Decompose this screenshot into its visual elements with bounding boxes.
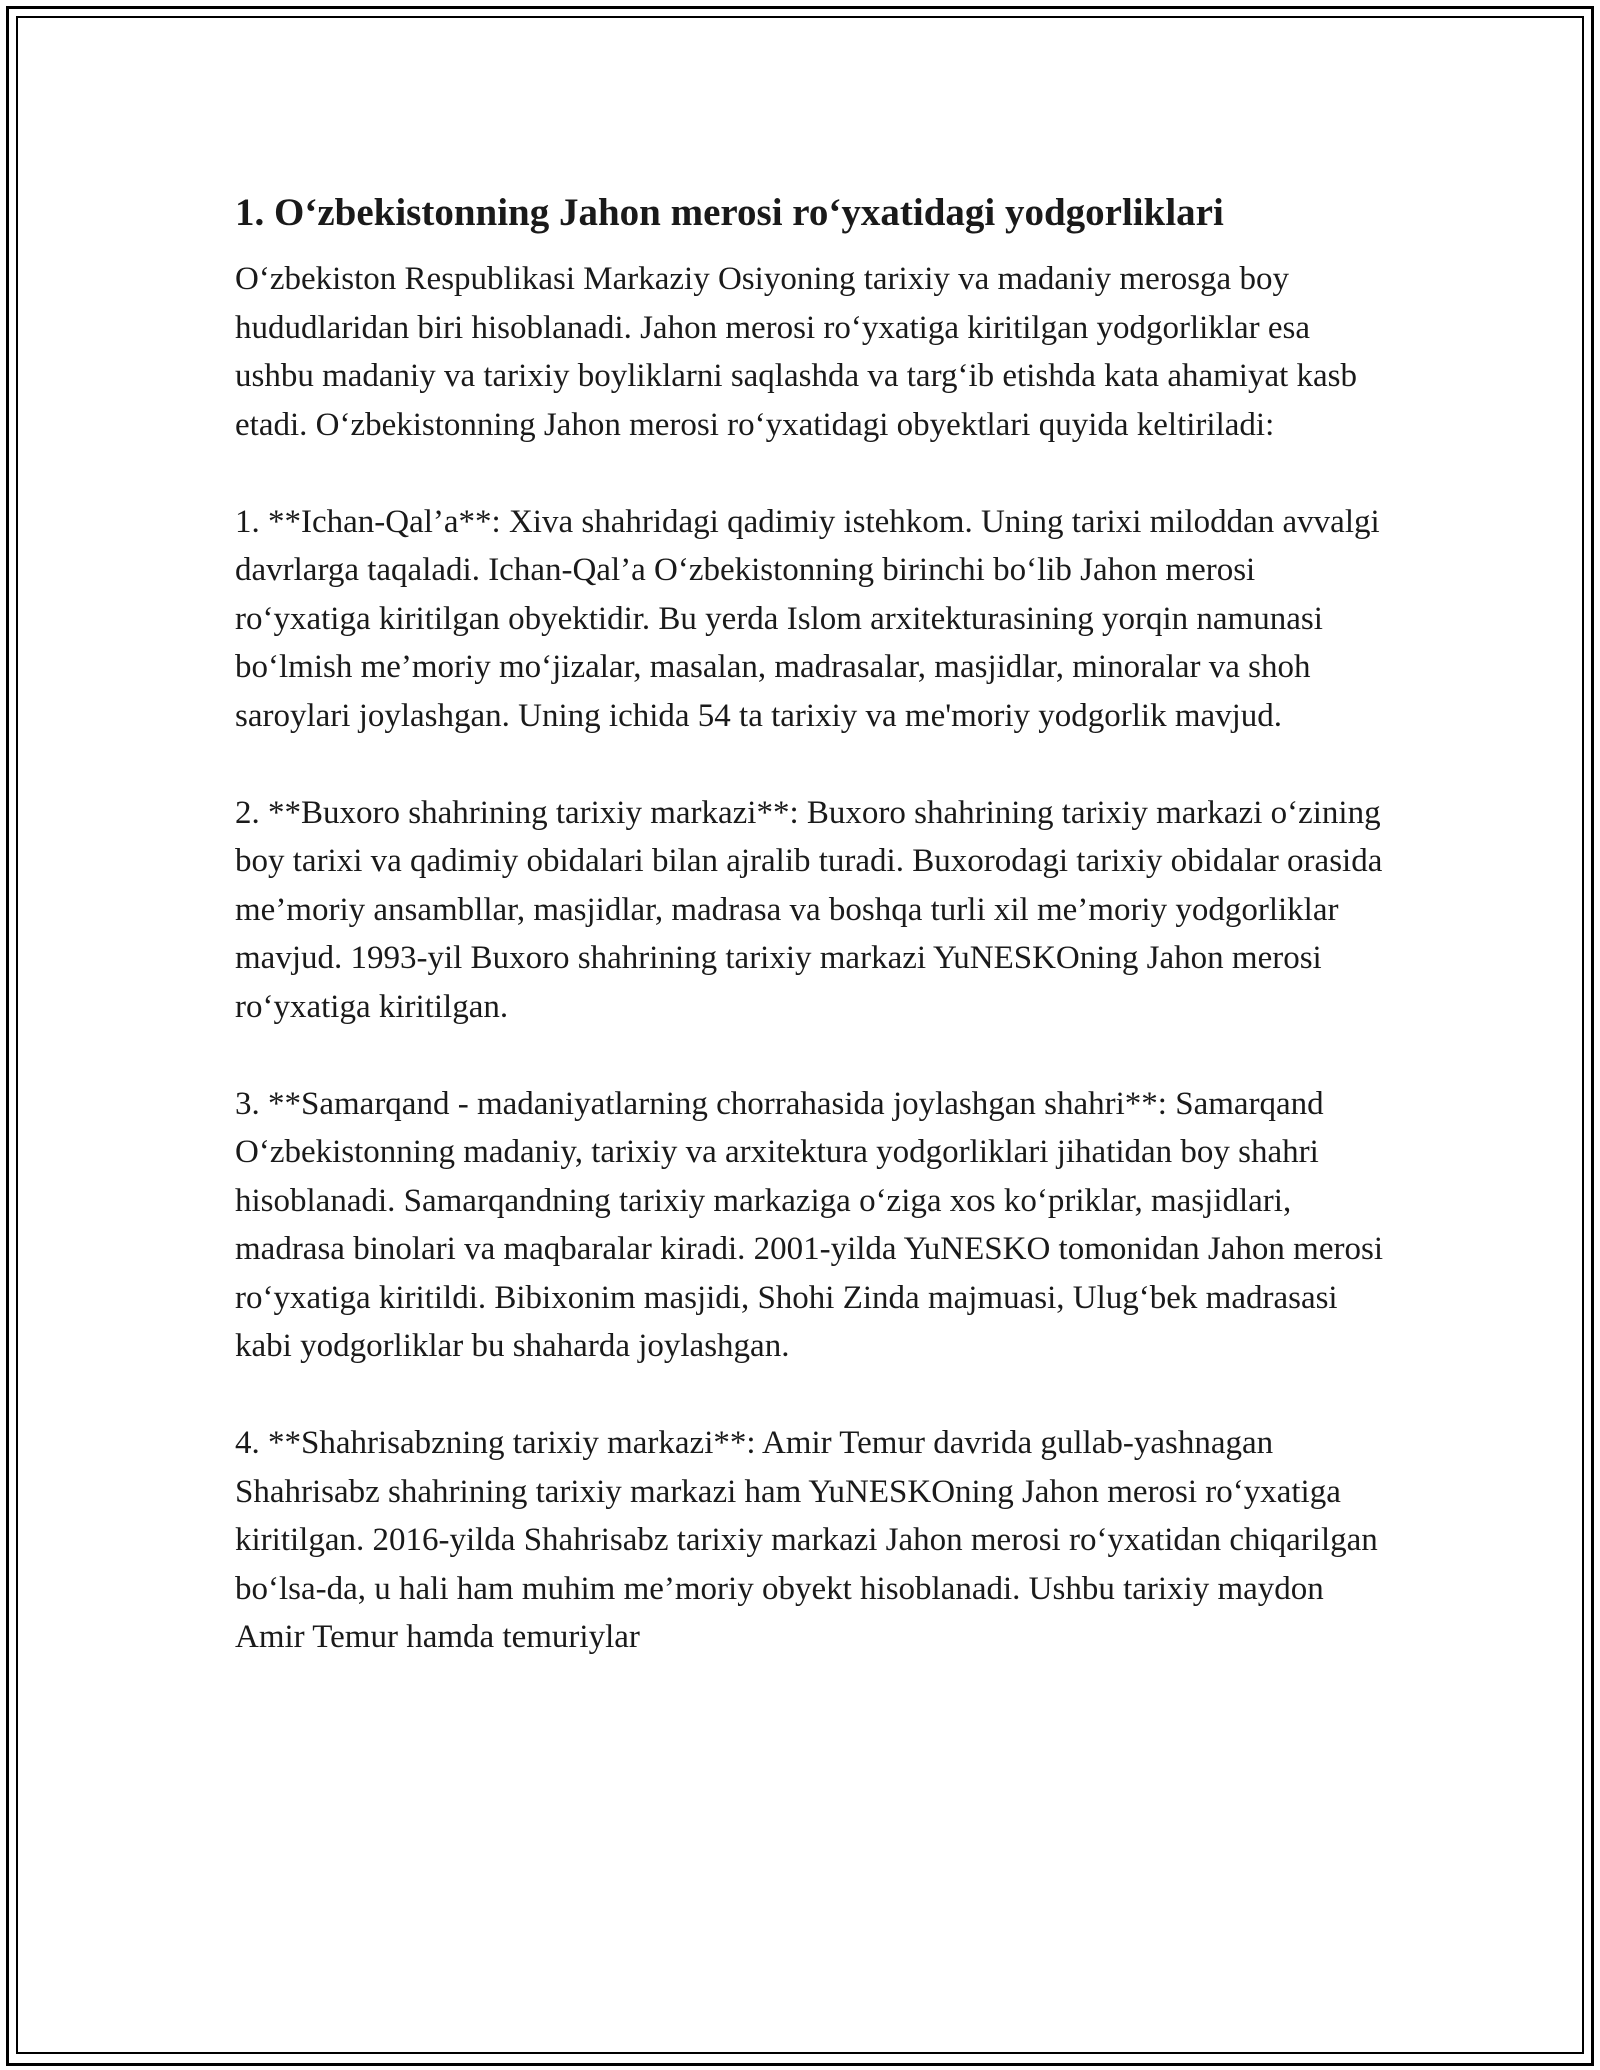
list-item-ichan-qala: 1. **Ichan-Qal’a**: Xiva shahridagi qadimiy istehkom. Uning tarixi miloddan avvalgi davrlarga taqaladi. Ichan-Qal’a O‘zbekistonning birinchi bo‘lib Jahon merosi ro‘yxatiga kiritilgan obyektidir. Bu yerda Islom arxitekturasining yorqin namunasi bo‘lmish me’moriy mo‘jizalar, masalan, madrasalar, masjidlar, minoralar va shoh saroylari joylashgan. Uning ichida 54 ta tarixiy va me'moriy yodgorlik mavjud. [235, 503, 1380, 734]
document-body [235, 187, 1385, 1710]
list-item-samarqand: 3. **Samarqand - madaniyatlarning chorrahasida joylashgan shahri**: Samarqand O‘zbekistonning madaniy, tarixiy va arxitektura yodgorliklari jihatidan boy shahri hisoblanadi. Samarqandning tarixiy markaziga o‘ziga xos ko‘priklar, masjidlari, madrasa binolari va maqbaralar kiradi. 2001-yilda YuNESKO tomonidan Jahon merosi ro‘yxatiga kiritildi. Bibixonim masjidi, Shohi Zinda majmuasi, Ulug‘bek madrasasi kabi yodgorliklar bu shaharda joylashgan. [235, 1085, 1383, 1364]
list-item-shahrisabz: 4. **Shahrisabzning tarixiy markazi**: Amir Temur davrida gullab-yashnagan Shahrisabz shahrining tarixiy markazi ham YuNESKOning Jahon merosi ro‘yxatiga kiritilgan. 2016-yilda Shahrisabz tarixiy markazi Jahon merosi ro‘yxatidan chiqarilgan bo‘lsa-da, u hali ham muhim me’moriy obyekt hisoblanadi. Ushbu tarixiy maydon Amir Temur hamda temuriylar [235, 1425, 1378, 1655]
section-heading: 1. O‘zbekistonning Jahon merosi ro‘yxatidagi yodgorliklari [235, 191, 1224, 234]
list-item-buxoro: 2. **Buxoro shahrining tarixiy markazi**: Buxoro shahrining tarixiy markazi o‘zining boy tarixi va qadimiy obidalari bilan ajralib turadi. Buxorodagi tarixiy obidalar orasida me’moriy ansambllar, masjidlar, madrasa va boshqa turli xil me’moriy yodgorliklar mavjud. 1993-yil Buxoro shahrining tarixiy markazi YuNESKOning Jahon merosi ro‘yxatiga kiritilgan. [235, 794, 1383, 1025]
intro-paragraph: O‘zbekiston Respublikasi Markaziy Osiyoning tarixiy va madaniy merosga boy hududlaridan biri hisoblanadi. Jahon merosi ro‘yxatiga kiritilgan yodgorliklar esa ushbu madaniy va tarixiy boyliklarni saqlashda va targ‘ib etishda kata ahamiyat kasb etadi. O‘zbekistonning Jahon merosi ro‘yxatidagi obyektlari quyida keltiriladi: [235, 261, 1357, 443]
